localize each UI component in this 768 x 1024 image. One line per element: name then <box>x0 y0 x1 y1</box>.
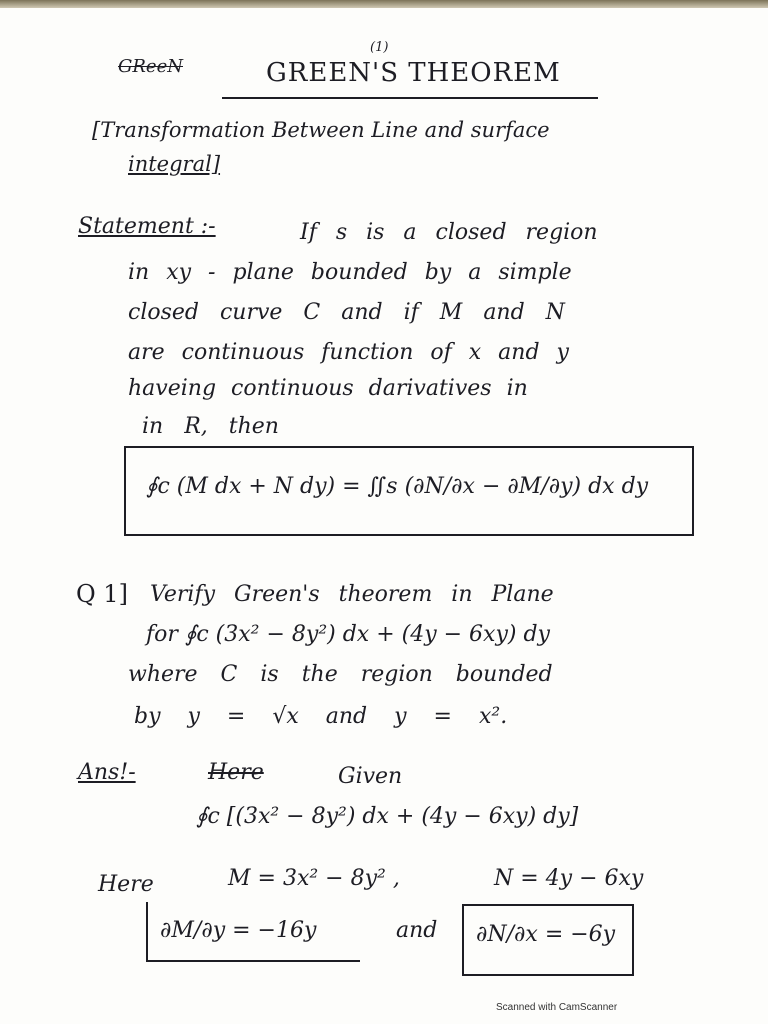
question-line-1: Verify Green's theorem in Plane <box>150 582 554 607</box>
answer-given: Given <box>338 764 403 789</box>
question-line-3: where C is the region bounded <box>128 662 553 687</box>
question-label: Q 1] <box>76 580 128 608</box>
statement-line-5: haveing continuous darivatives in <box>128 376 528 401</box>
subtitle-line-2: integral] <box>128 152 221 176</box>
struck-heading: GReeN <box>118 56 183 77</box>
statement-line-6: in R, then <box>142 414 279 439</box>
statement-line-3: closed curve C and if M and N <box>128 300 565 325</box>
page-title: GREEN'S THEOREM <box>266 58 561 88</box>
page-number: (1) <box>370 40 389 55</box>
m-definition: M = 3x² − 8y² , <box>228 866 400 891</box>
question-line-4: by y = √x and y = x². <box>134 704 508 729</box>
title-underline <box>222 97 598 99</box>
answer-integral: ∮c [(3x² − 8y²) dx + (4y − 6xy) dy] <box>196 804 579 829</box>
dm-dy-result: ∂M/∂y = −16y <box>160 918 317 943</box>
answer-label: Ans!- <box>78 760 136 785</box>
subtitle-line-1: [Transformation Between Line and surface <box>92 118 550 142</box>
theorem-formula: ∮c (M dx + N dy) = ∬s (∂N/∂x − ∂M/∂y) dx dy <box>146 474 649 499</box>
statement-label: Statement :- <box>78 214 216 239</box>
dn-dx-result: ∂N/∂x = −6y <box>476 922 616 947</box>
question-line-2: for ∮c (3x² − 8y²) dx + (4y − 6xy) dy <box>146 622 550 647</box>
and-word: and <box>396 918 438 943</box>
statement-line-1: If s is a closed region <box>300 220 598 245</box>
page-top-edge <box>0 0 768 8</box>
n-definition: N = 4y − 6xy <box>494 866 644 891</box>
statement-line-4: are continuous function of x and y <box>128 340 569 365</box>
scanner-watermark: Scanned with CamScanner <box>496 1002 618 1013</box>
here-label: Here <box>98 872 154 897</box>
answer-struck-word: Here <box>208 760 264 785</box>
statement-line-2: in xy - plane bounded by a simple <box>128 260 572 285</box>
